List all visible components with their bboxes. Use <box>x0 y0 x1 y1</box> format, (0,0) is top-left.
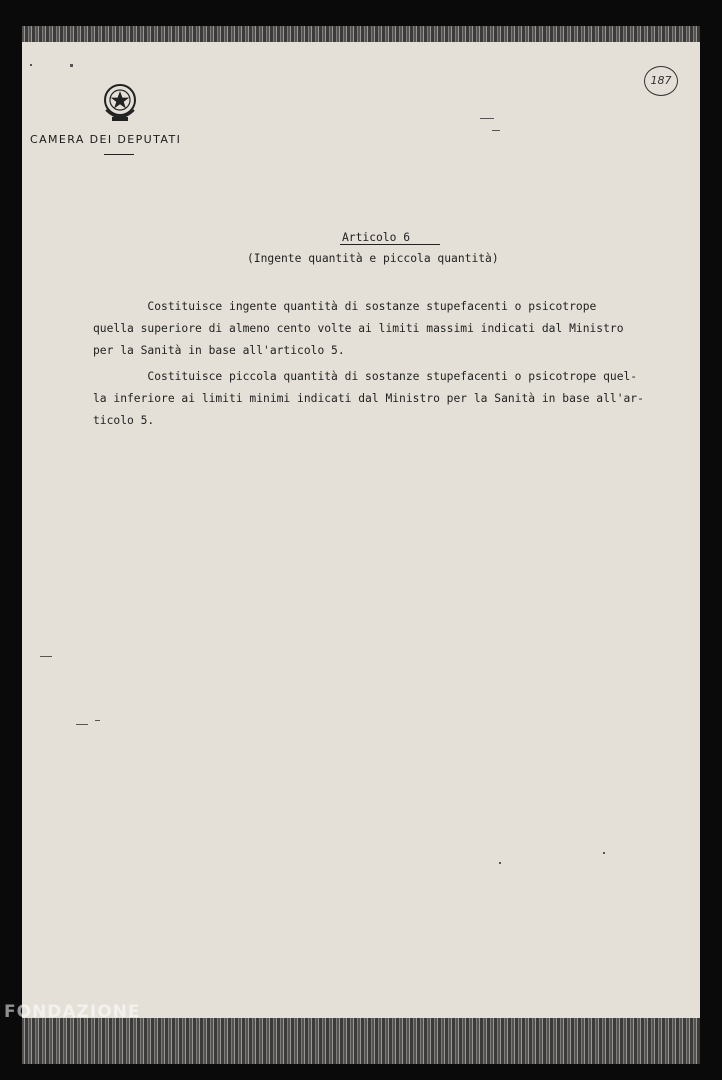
scan-speck <box>499 862 501 864</box>
page-number: 187 <box>644 66 678 96</box>
scan-border-bottom <box>22 1018 700 1064</box>
article-title-underline <box>340 244 440 245</box>
scan-speck <box>480 118 494 119</box>
article-paragraph-2: Costituisce piccola quantità di sostanze stupefacenti o psicotrope quel- la inferiore ai limiti minimi indicati dal Ministro per la Sanità in base all'ar- ticolo 5. <box>93 370 644 427</box>
article-subtitle: (Ingente quantità e piccola quantità) <box>247 252 499 265</box>
archive-watermark: FONDAZIONE <box>4 1002 141 1022</box>
organization-underline <box>104 154 134 155</box>
scan-speck <box>70 64 73 67</box>
scan-border-top <box>22 26 700 42</box>
scan-speck <box>95 720 100 721</box>
republic-emblem-icon <box>100 80 140 124</box>
article-title: Articolo 6 <box>342 231 411 244</box>
scan-speck <box>492 130 500 131</box>
scan-speck <box>603 852 605 854</box>
scan-speck <box>30 64 32 66</box>
scan-speck <box>40 656 52 657</box>
document-page <box>22 26 700 1064</box>
organization-name: CAMERA DEI DEPUTATI <box>30 133 182 146</box>
article-paragraph-1: Costituisce ingente quantità di sostanze stupefacenti o psicotrope quella superiore di almeno cento volte ai limiti massimi indicati dal Ministro per la Sanità in base all'articolo 5. <box>93 300 624 357</box>
scan-speck <box>76 724 88 725</box>
